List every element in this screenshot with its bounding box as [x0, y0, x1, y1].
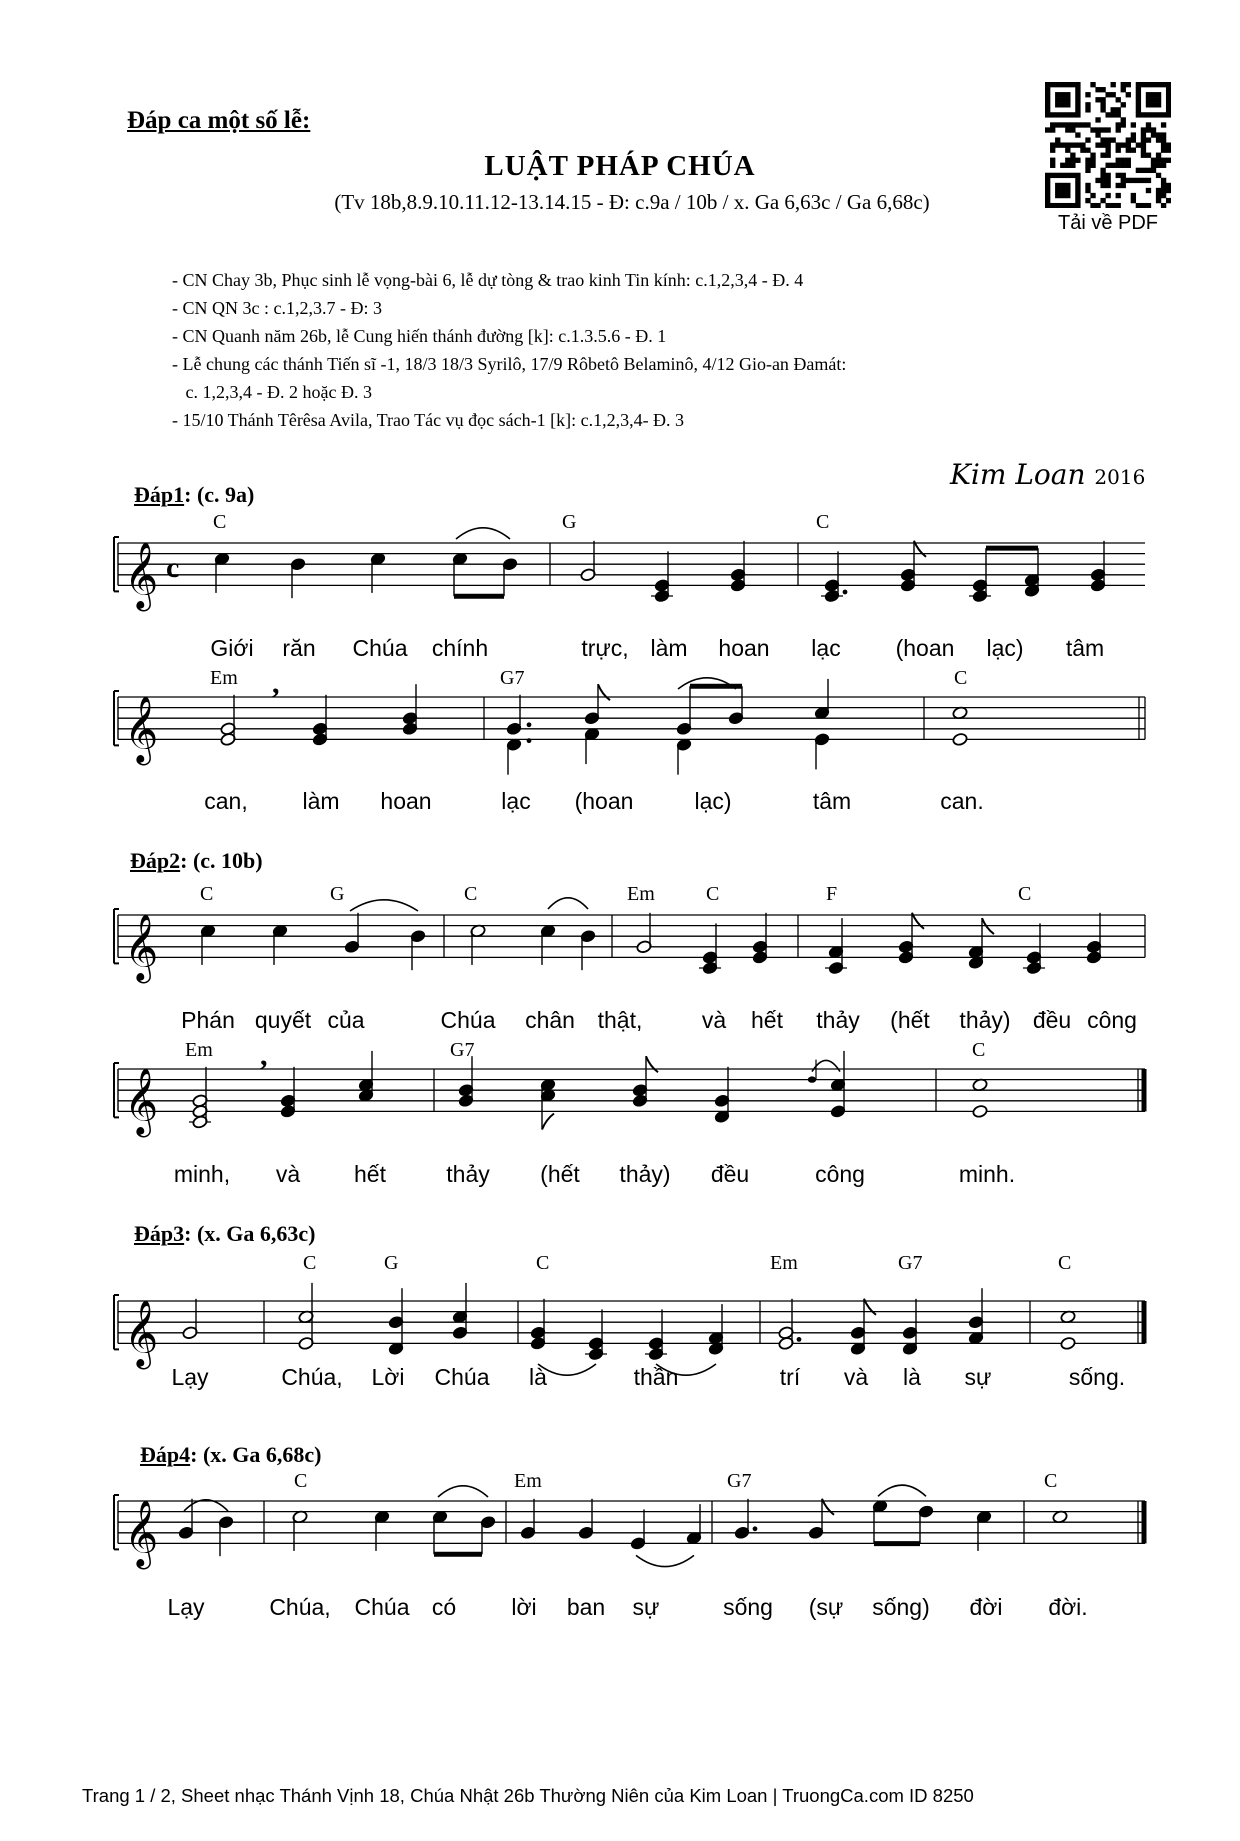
lyric-syllable: là: [529, 1364, 547, 1390]
chord-symbol: F: [826, 883, 838, 905]
lyric-syllable: Phán: [181, 1007, 235, 1033]
slur: [456, 528, 510, 539]
lyric-syllable: (hoan: [574, 788, 634, 814]
download-pdf-link[interactable]: Tải về PDF: [1057, 212, 1159, 234]
lyric-syllable: trực,: [581, 635, 629, 661]
page-title: Đáp ca một số lễ:: [127, 107, 311, 134]
chord-symbol: Em: [210, 667, 238, 689]
signature-name: Kim Loan: [950, 458, 1086, 491]
chord-symbol: G7: [898, 1252, 923, 1274]
lyric-syllable: Lời: [371, 1364, 405, 1390]
lyric-syllable: chính: [431, 635, 489, 661]
chord-symbol: Em: [770, 1252, 798, 1274]
lyric-syllable: lạc: [501, 788, 531, 814]
lyric-syllable: (sự: [808, 1594, 844, 1620]
lyric-syllable: sống): [872, 1594, 930, 1620]
page-footer: Trang 1 / 2, Sheet nhạc Thánh Vịnh 18, Chúa Nhật 26b Thường Niên của Kim Loan | TruongCa.com ID 8250: [82, 1785, 974, 1806]
lyric-syllable: Chúa,: [281, 1364, 343, 1390]
lyric-syllable: và: [701, 1007, 727, 1033]
chord-symbol: C: [706, 883, 720, 905]
lyric-syllable: chân: [525, 1007, 575, 1033]
chord-symbol: Em: [627, 883, 655, 905]
chord-symbol: G: [330, 883, 345, 905]
usage-line: - 15/10 Thánh Têrêsa Avila, Trao Tác vụ đọc sách-1 [k]: c.1,2,3,4- Đ. 3: [172, 410, 685, 430]
usage-line: - CN Chay 3b, Phục sinh lễ vọng-bài 6, lễ dự tòng & trao kinh Tin kính: c.1,2,3,4 - Đ. 4: [172, 270, 804, 290]
response-3-label: Đáp3: (x. Ga 6,63c): [134, 1221, 316, 1246]
chord-symbol: C: [954, 667, 968, 689]
lyric-syllable: (hết: [890, 1007, 930, 1033]
slur: [636, 1555, 694, 1566]
grace-note: [808, 1076, 816, 1082]
lyric-syllable: Chúa: [440, 1007, 496, 1033]
lyric-syllable: Chúa: [434, 1364, 490, 1390]
lyric-syllable: đều: [710, 1161, 750, 1187]
chord-symbol: C: [972, 1039, 986, 1061]
lyric-syllable: lời: [511, 1594, 537, 1620]
lyric-syllable: thần: [633, 1364, 679, 1390]
chord-symbol: C: [816, 511, 830, 533]
treble-clef-icon: 𝄞: [124, 1298, 159, 1367]
lyric-syllable: Lạy: [171, 1364, 209, 1390]
lyric-syllable: tâm: [812, 788, 852, 814]
slur: [548, 898, 588, 909]
chord-symbol: C: [464, 883, 478, 905]
lyric-syllable: là: [903, 1364, 921, 1390]
lyric-syllable: thảy): [619, 1161, 671, 1187]
chord-symbol: C: [303, 1252, 317, 1274]
lyric-syllable: làm: [302, 788, 340, 814]
chord-symbol: C: [1018, 883, 1032, 905]
usage-line: - CN QN 3c : c.1,2,3.7 - Đ: 3: [172, 298, 382, 318]
chord-symbol: G: [562, 511, 577, 533]
lyric-syllable: minh,: [173, 1161, 231, 1187]
lyric-syllable: thảy: [446, 1161, 490, 1187]
lyric-syllable: tâm: [1065, 635, 1105, 661]
lyric-syllable: hết: [751, 1007, 783, 1033]
treble-clef-icon: 𝄞: [124, 1066, 159, 1135]
lyric-syllable: (hoan: [895, 635, 955, 661]
usage-line: c. 1,2,3,4 - Đ. 2 hoặc Đ. 3: [172, 382, 372, 402]
chord-symbol: Em: [514, 1470, 542, 1492]
dot: [753, 1526, 758, 1531]
eighth-flag: [646, 1056, 658, 1072]
note-head: [952, 732, 968, 746]
treble-clef-icon: 𝄞: [124, 694, 159, 763]
lyric-syllable: can,: [204, 788, 248, 814]
chord-symbol: C: [213, 511, 227, 533]
lyric-syllable: trí: [779, 1364, 801, 1390]
response-1-label: Đáp1: (c. 9a): [134, 482, 255, 507]
lyric-syllable: Lạy: [167, 1594, 205, 1620]
lyric-syllable: quyết: [254, 1007, 312, 1033]
dot: [843, 590, 848, 595]
chord-symbol: C: [200, 883, 214, 905]
lyric-syllable: hoan: [380, 788, 432, 814]
lyric-syllable: sự: [632, 1594, 660, 1620]
song-subtitle: (Tv 18b,8.9.10.11.12-13.14.15 - Đ: c.9a / 10b / x. Ga 6,63c / Ga 6,68c): [334, 190, 930, 214]
lyric-syllable: hết: [354, 1161, 386, 1187]
note-head: [1060, 1336, 1076, 1350]
lyric-syllable: lạc: [811, 635, 841, 661]
chord-symbol: G7: [500, 667, 525, 689]
lyric-syllable: Chúa,: [269, 1594, 331, 1620]
lyric-syllable: minh.: [958, 1161, 1016, 1187]
lyric-syllable: sống: [723, 1594, 773, 1620]
chord-symbol: Em: [185, 1039, 213, 1061]
lyric-syllable: Giới: [210, 635, 254, 661]
chord-symbol: G7: [727, 1470, 752, 1492]
treble-clef-icon: 𝄞: [124, 540, 159, 609]
lyric-syllable: ban: [566, 1594, 606, 1620]
treble-clef-icon: 𝄞: [124, 912, 159, 981]
lyric-syllable: Chúa: [352, 635, 408, 661]
lyric-syllable: đời.: [1048, 1594, 1088, 1620]
common-time-icon: c: [166, 550, 180, 584]
usage-line: - CN Quanh năm 26b, lễ Cung hiến thánh đường [k]: c.1.3.5.6 - Đ. 1: [172, 326, 667, 346]
eighth-flag: [598, 684, 610, 700]
lyric-syllable: và: [843, 1364, 869, 1390]
slur: [438, 1486, 488, 1497]
lyric-syllable: thật,: [597, 1007, 643, 1033]
lyric-syllable: can.: [940, 788, 984, 814]
dot: [527, 738, 532, 743]
slur: [350, 900, 418, 911]
lyric-syllable: công: [1087, 1007, 1137, 1033]
treble-clef-icon: 𝄞: [124, 1498, 159, 1567]
eighth-flag: [542, 1114, 554, 1130]
lyric-syllable: của: [327, 1007, 365, 1033]
lyric-syllable: có: [431, 1594, 457, 1620]
chord-symbol: C: [1058, 1252, 1072, 1274]
slur: [878, 1485, 926, 1496]
dot: [797, 1337, 802, 1342]
signature-year: 2016: [1094, 465, 1146, 489]
usage-line: - Lễ chung các thánh Tiến sĩ -1, 18/3 18/3 Syrilô, 17/9 Rôbetô Belaminô, 4/12 Gio-an Đamát:: [172, 354, 847, 374]
lyric-syllable: răn: [282, 635, 316, 661]
chord-symbol: C: [536, 1252, 550, 1274]
breath-mark: ,: [260, 1039, 268, 1072]
lyric-syllable: sự: [964, 1364, 992, 1390]
note-head: [972, 1104, 988, 1118]
lyric-syllable: hoan: [718, 635, 770, 661]
chord-symbol: G: [384, 1252, 399, 1274]
lyric-syllable: sống.: [1068, 1364, 1126, 1390]
lyric-syllable: Chúa: [354, 1594, 410, 1620]
lyric-syllable: (hết: [540, 1161, 580, 1187]
lyric-syllable: đời: [969, 1594, 1003, 1620]
song-title: LUẬT PHÁP CHÚA: [484, 150, 756, 182]
lyric-syllable: làm: [650, 635, 688, 661]
lyric-syllable: và: [275, 1161, 301, 1187]
lyric-syllable: đều: [1032, 1007, 1072, 1033]
response-4-label: Đáp4: (x. Ga 6,68c): [140, 1442, 322, 1467]
chord-symbol: G7: [450, 1039, 475, 1061]
dot: [527, 722, 532, 727]
lyric-syllable: lạc): [986, 635, 1024, 661]
chord-symbol: C: [1044, 1470, 1058, 1492]
lyric-syllable: thảy: [816, 1007, 860, 1033]
lyric-syllable: lạc): [694, 788, 732, 814]
response-2-label: Đáp2: (c. 10b): [130, 848, 263, 873]
lyric-syllable: thảy): [959, 1007, 1011, 1033]
breath-mark: ,: [272, 667, 280, 700]
chord-symbol: C: [294, 1470, 308, 1492]
lyric-syllable: công: [815, 1161, 865, 1187]
